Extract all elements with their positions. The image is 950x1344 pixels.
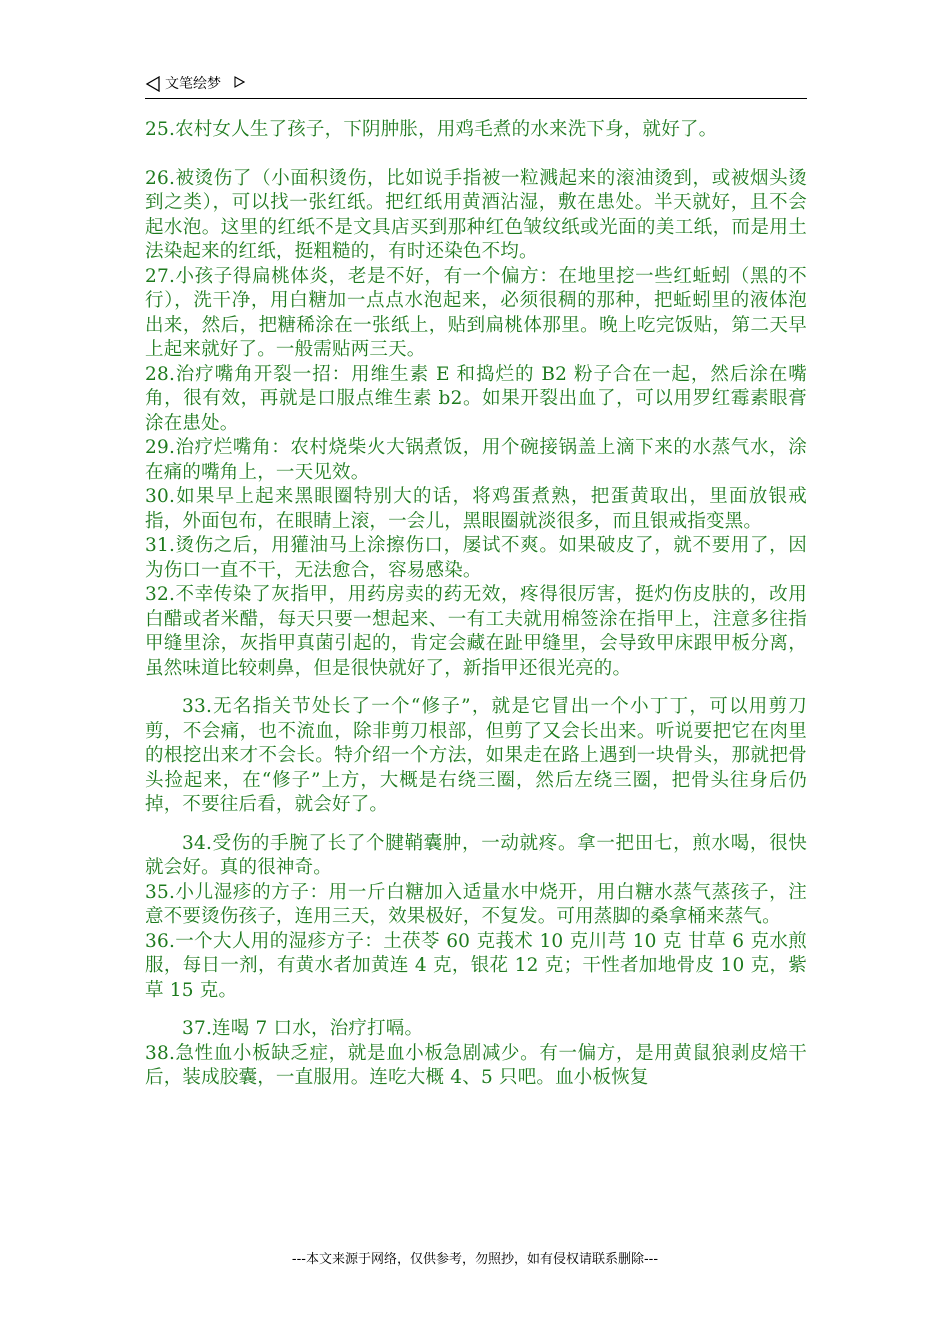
page-header: [145, 72, 807, 99]
paragraph-25: 25.农村女人生了孩子，下阴肿胀，用鸡毛煮的水来洗下身，就好了。: [145, 119, 718, 140]
triangle-right-icon: [233, 76, 245, 88]
paragraph-35: 35.小儿湿疹的方子：用一斤白糖加入适量水中烧开，用白糖水蒸气蒸孩子，注意不要烫伤孩子，连用三天，效果极好，不复发。可用蒸脚的桑拿桶来蒸气。: [145, 881, 807, 927]
document-body: [145, 118, 807, 1091]
header-brand: 文笔绘梦: [165, 76, 221, 92]
paragraph-34: 34.受伤的手腕了长了个腱鞘囊肿，一动就疼。拿一把田七，煎水喝，很快就会好。真的很神奇。: [145, 832, 807, 878]
paragraph-29: 29.治疗烂嘴角：农村烧柴火大锅煮饭，用个碗接锅盖上滴下来的水蒸气水，涂在痛的嘴角上，一天见效。: [145, 437, 807, 483]
paragraph-31: 31.烫伤之后，用獾油马上涂擦伤口，屡试不爽。如果破皮了，就不要用了，因为伤口一直不干，无法愈合，容易感染。: [145, 535, 807, 581]
paragraph-27: 27.小孩子得扁桃体炎，老是不好，有一个偏方：在地里挖一些红蚯蚓（黑的不行），洗干净，用白糖加一点点水泡起来，必须很稠的那种，把蚯蚓里的液体泡出来，然后，把糖稀涂在一张纸上，贴到扁桃体那里。晚上吃完饭贴，第二天早上起来就好了。一般需贴两三天。: [145, 265, 807, 360]
paragraph-37: 37.连喝 7 口水，治疗打嗝。: [182, 1018, 424, 1039]
paragraph-28: 28.治疗嘴角开裂一招：用维生素 E 和捣烂的 B2 粉子合在一起，然后涂在嘴角，很有效，再就是口服点维生素 b2。如果开裂出血了，可以用罗红霉素眼膏涂在患处。: [145, 363, 807, 434]
triangle-left-icon: [145, 76, 161, 92]
paragraph-30: 30.如果早上起来黑眼圈特别大的话，将鸡蛋煮熟，把蛋黄取出，里面放银戒指，外面包布，在眼睛上滚，一会儿，黑眼圈就淡很多，而且银戒指变黑。: [145, 486, 807, 532]
paragraph-32: 32.不幸传染了灰指甲，用药房卖的药无效，疼得很厉害，挺灼伤皮肤的，改用白醋或者米醋，每天只要一想起来、一有工夫就用棉签涂在指甲上，注意多往指甲缝里涂，灰指甲真菌引起的，肯定会藏在趾甲缝里，会导致甲床跟甲板分离，虽然味道比较刺鼻，但是很快就好了，新指甲还很光亮的。: [145, 584, 807, 679]
page-footer: ---本文来源于网络，仅供参考，勿照抄，如有侵权请联系删除---: [291, 1252, 659, 1267]
paragraph-33: 33.无名指关节处长了一个“修子”，就是它冒出一个小丁丁，可以用剪刀剪，不会痛，也不流血，除非剪刀根部，但剪了又会长出来。听说要把它在肉里的根挖出来才不会长。特介绍一个方法，如果走在路上遇到一块骨头，那就把骨头捡起来，在“修子”上方，大概是右绕三圈，然后左绕三圈，把骨头往身后仍掉，不要往后看，就会好了。: [145, 696, 807, 815]
paragraph-26: 26.被烫伤了（小面积烫伤，比如说手指被一粒溅起来的滚油烫到，或被烟头烫到之类），可以找一张红纸。把红纸用黄酒沾湿，敷在患处。半天就好，且不会起水泡。这里的红纸不是文具店买到那种红色皱纹纸或光面的美工纸，而是用土法染起来的红纸，挺粗糙的，有时还染色不均。: [145, 167, 807, 262]
paragraph-38: 38.急性血小板缺乏症，就是血小板急剧减少。有一偏方，是用黄鼠狼剥皮焙干后，装成胶囊，一直服用。连吃大概 4、5 只吧。血小板恢复: [145, 1042, 807, 1088]
paragraph-36: 36.一个大人用的湿疹方子：土茯苓 60 克莪术 10 克川芎 10 克 甘草 6 克水煎服，每日一剂，有黄水者加黄连 4 克，银花 12 克；干性者加地骨皮 10 克，紫草 15 克。: [145, 930, 807, 1001]
